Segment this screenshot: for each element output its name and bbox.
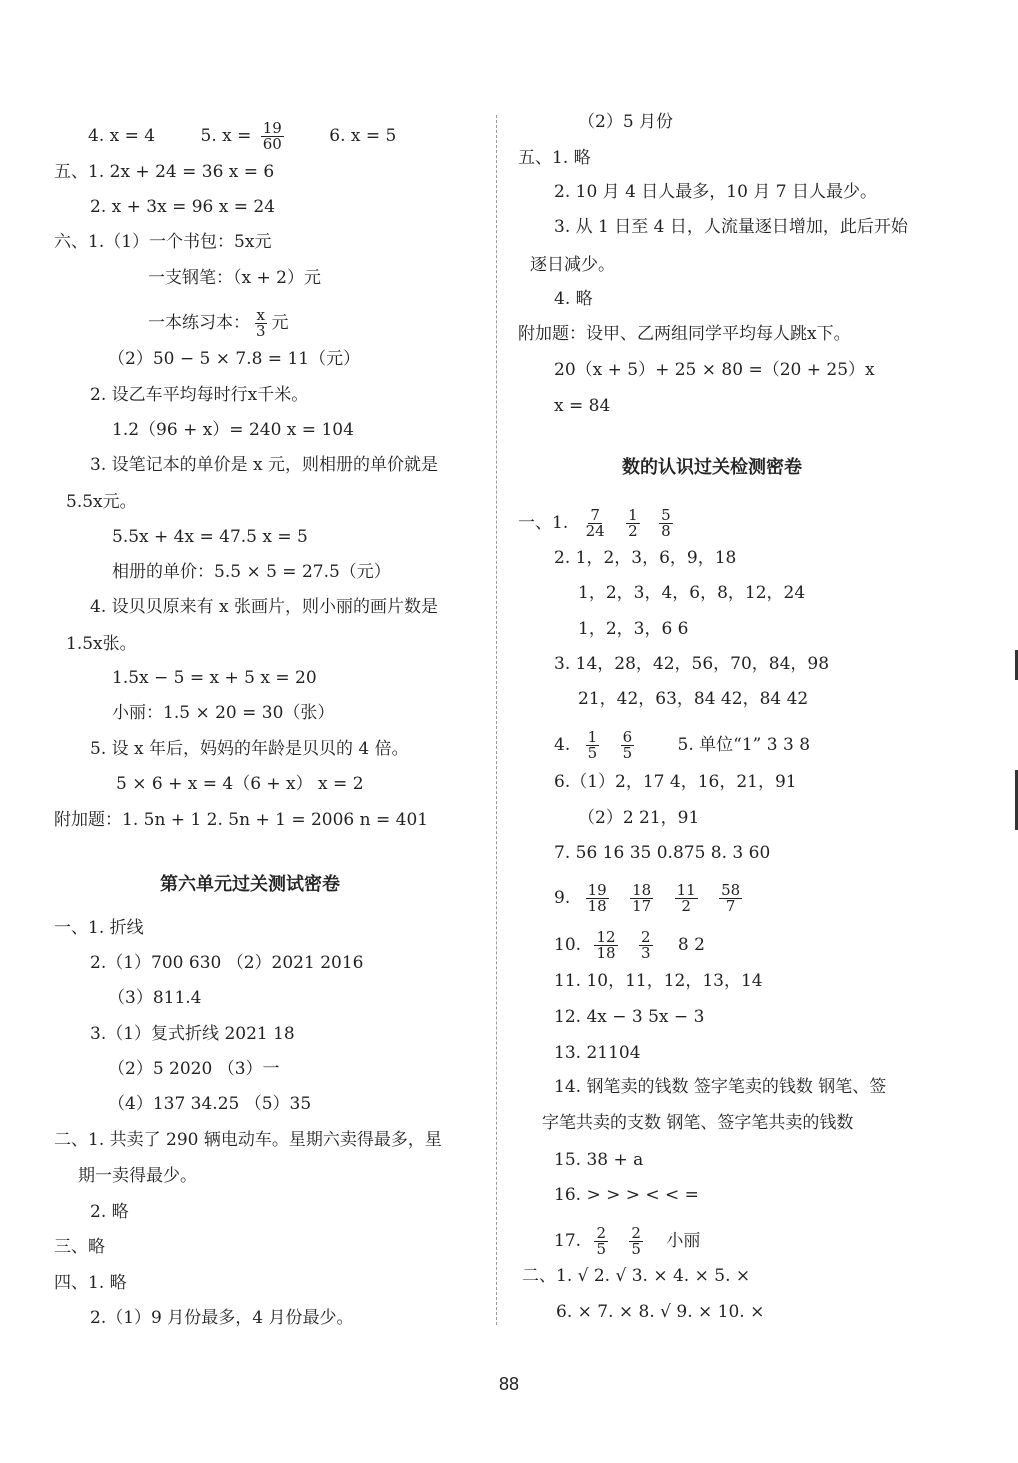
answer-line: 三、略: [54, 1237, 105, 1257]
answer-line: x = 84: [554, 396, 611, 416]
answer-line: 3. 设笔记本的单价是 x 元，则相册的单价就是: [90, 455, 439, 475]
page-number: 88: [498, 1374, 520, 1394]
answer-line: 2.（1）700 630 （2）2021 2016: [90, 953, 364, 973]
fraction: $\frac{11}{2}$: [676, 881, 696, 915]
answer-line: 一本练习本： $\frac{x}{3}$ 元: [148, 306, 289, 340]
answer-line: 1.5x − 5 = x + 5 x = 20: [112, 668, 317, 688]
answer-line: 一支钢笔：（x + 2）元: [148, 268, 321, 288]
section-title: 数的认识过关检测密卷: [622, 457, 802, 478]
answer-line: 1，2，3，4，6，8，12，24: [578, 583, 806, 603]
answer-line: 五、1. 略: [518, 148, 591, 168]
fraction: $\frac{x}{3}$: [256, 306, 266, 340]
answer-line: 四、1. 略: [54, 1273, 127, 1293]
answer-line: 一、1. $\frac{7}{24}$ $\frac{1}{2}$ $\frac{5}{8}$: [518, 506, 671, 540]
answer-line: 2. 略: [90, 1202, 129, 1222]
answer-line: 4. 设贝贝原来有 x 张画片，则小丽的画片数是: [90, 597, 439, 617]
answer-line: 7. 56 16 35 0.875 8. 3 60: [554, 843, 771, 863]
answer-line: （4）137 34.25 （5）35: [108, 1094, 312, 1114]
column-divider: [496, 115, 497, 1325]
answer-line: 2. x + 3x = 96 x = 24: [90, 197, 276, 217]
answer-line: 逐日减少。: [530, 255, 615, 275]
answer-line: 字笔共卖的支数 钢笔、签字笔共卖的钱数: [542, 1113, 854, 1133]
answer-line: 17. $\frac{2}{5}$ $\frac{2}{5}$ 小丽: [554, 1224, 701, 1258]
answer-line: （2）50 − 5 × 7.8 = 11（元）: [108, 349, 361, 369]
section-title: 第六单元过关测试密卷: [160, 874, 340, 895]
answer-line: 2. 设乙车平均每时行x千米。: [90, 385, 309, 405]
answer-line: 10. $\frac{12}{18}$ $\frac{2}{3}$ 8 2: [554, 928, 705, 962]
fraction: $\frac{58}{7}$: [721, 881, 741, 915]
answer-line: 11. 10，11，12，13，14: [554, 971, 763, 991]
answer-line: 附加题：设甲、乙两组同学平均每人跳x下。: [518, 324, 851, 344]
answer-line: （2）5 2020 （3）一: [108, 1059, 280, 1079]
answer-line: 一、1. 折线: [54, 918, 144, 938]
answer-line: 3. 14，28，42，56，70，84，98: [554, 654, 830, 674]
answer-line: 20（x + 5）+ 25 × 80 =（20 + 25）x: [554, 360, 875, 380]
answer-line: 21，42，63，84 42，84 42: [578, 689, 809, 709]
answer-line: 2. 10 月 4 日人最多，10 月 7 日人最少。: [554, 182, 877, 202]
fraction: $\frac{1}{2}$: [628, 506, 638, 540]
answer-line: 相册的单价：5.5 × 5 = 27.5（元）: [112, 562, 391, 582]
answer-line: （3）811.4: [108, 988, 202, 1008]
answer-line: 3. 从 1 日至 4 日，人流量逐日增加，此后开始: [554, 217, 908, 237]
answer-line: 六、1.（1）一个书包：5x元: [54, 232, 272, 252]
answer-line: 3.（1）复式折线 2021 18: [90, 1024, 295, 1044]
answer-line: 2. 1，2，3，6，9，18: [554, 548, 737, 568]
answer-line: 2.（1）9 月份最多，4 月份最少。: [90, 1308, 354, 1328]
answer-line: 6. × 7. × 8. √ 9. × 10. ×: [556, 1302, 765, 1322]
fraction: $\frac{2}{5}$: [596, 1224, 606, 1258]
fraction: $\frac{2}{5}$: [631, 1224, 641, 1258]
answer-line: 5.5x元。: [66, 492, 137, 512]
answer-line: 附加题：1. 5n + 1 2. 5n + 1 = 2006 n = 401: [54, 810, 429, 830]
answer-line: 13. 21104: [554, 1043, 641, 1063]
answer-line: 4. $\frac{1}{5}$ $\frac{6}{5}$ 5. 单位“1” 3 3 8: [554, 728, 811, 762]
answer-line: 5.5x + 4x = 47.5 x = 5: [112, 527, 308, 547]
answer-line: 二、1. 共卖了 290 辆电动车。星期六卖得最多，星: [54, 1130, 442, 1150]
answer-line: （2）5 月份: [578, 112, 674, 132]
fraction: $\frac{1}{5}$: [587, 728, 598, 762]
answer-line: 1.2（96 + x）= 240 x = 104: [112, 420, 354, 440]
answer-line: 15. 38 + a: [554, 1150, 644, 1170]
fraction: $\frac{7}{24}$: [585, 506, 605, 540]
fraction: $\frac{19}{18}$: [587, 881, 607, 915]
fraction: $\frac{6}{5}$: [622, 728, 633, 762]
answer-line: 五、1. 2x + 24 = 36 x = 6: [54, 162, 275, 182]
answer-line: 4. x = 4 5. x = $\frac{19}{60}$ 6. x = 5: [88, 119, 397, 153]
answer-line: 5. 设 x 年后，妈妈的年龄是贝贝的 4 倍。: [90, 739, 409, 759]
answer-line: 6.（1）2，17 4，16，21，91: [554, 772, 797, 792]
answer-line: 9. $\frac{19}{18}$ $\frac{18}{17}$ $\frac{11}{2}$ $\frac{58}{7}$: [554, 881, 741, 915]
answer-line: 5 × 6 + x = 4（6 + x） x = 2: [116, 774, 364, 794]
answer-line: 12. 4x − 3 5x − 3: [554, 1007, 705, 1027]
answer-line: 4. 略: [554, 289, 593, 309]
answer-line: 期一卖得最少。: [78, 1166, 197, 1186]
answer-line: 14. 钢笔卖的钱数 签字笔卖的钱数 钢笔、签: [554, 1077, 887, 1097]
fraction: $\frac{5}{8}$: [661, 506, 671, 540]
answer-line: 1.5x张。: [66, 634, 137, 654]
fraction: $\frac{19}{60}$: [262, 119, 282, 153]
fraction: $\frac{2}{3}$: [640, 928, 651, 962]
answer-line: 1，2，3，6 6: [578, 619, 689, 639]
answer-line: 16. > > > < < =: [554, 1185, 699, 1205]
fraction: $\frac{18}{17}$: [632, 881, 652, 915]
answer-line: 二、1. √ 2. √ 3. × 4. × 5. ×: [522, 1266, 751, 1286]
answer-line: 小丽：1.5 × 20 = 30（张）: [112, 703, 335, 723]
answer-line: （2）2 21，91: [578, 808, 700, 828]
fraction: $\frac{12}{18}$: [596, 928, 616, 962]
